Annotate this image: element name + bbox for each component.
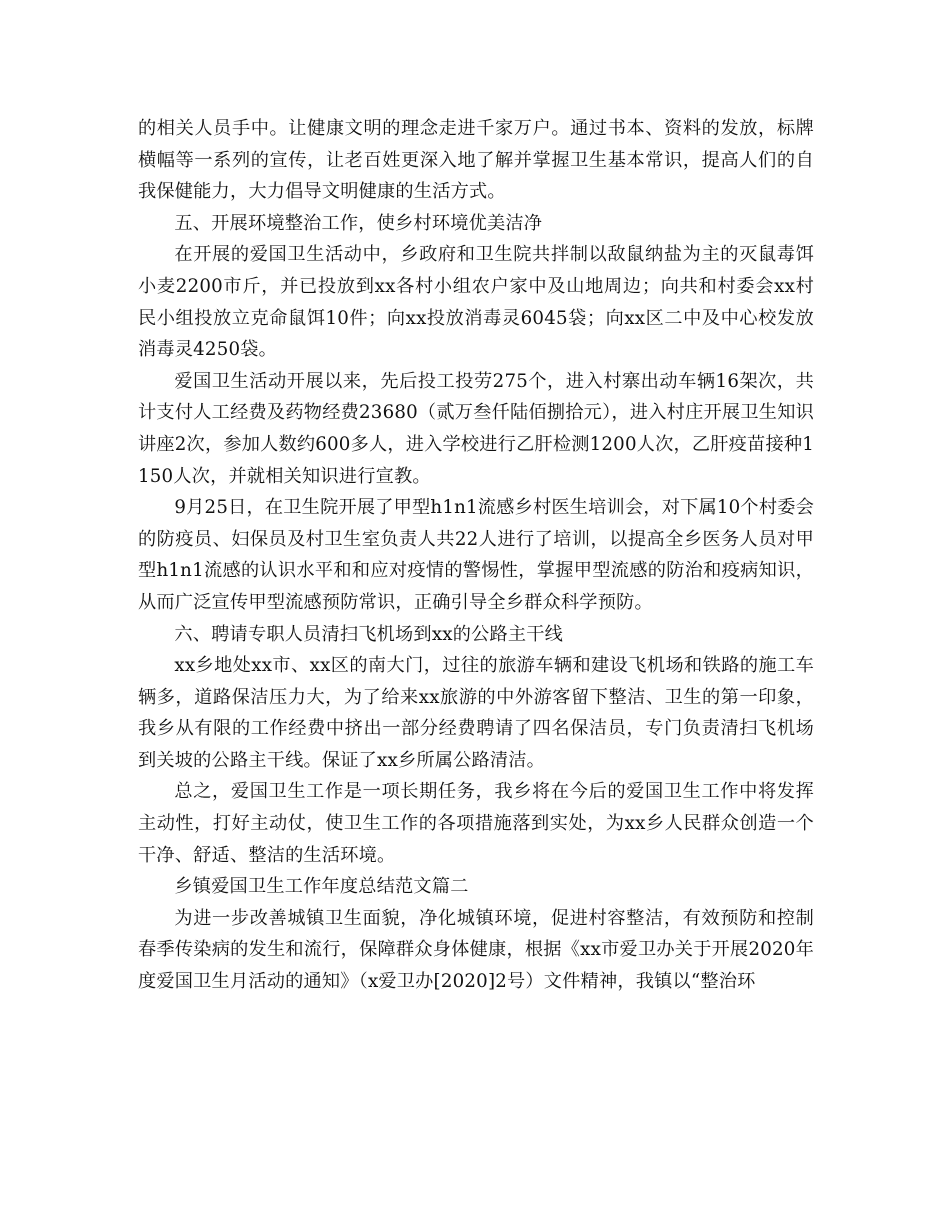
- section-heading: 六、聘请专职人员清扫飞机场到xx的公路主干线: [174, 623, 564, 645]
- section-heading: 五、开展环境整治工作，使乡村环境优美洁净: [174, 212, 543, 234]
- body-paragraph: 爱国卫生活动开展以来，先后投工投劳275个，进入村寨出动车辆16架次，共计支付人工经费及药物经费23680（贰万叁仟陆佰捌拾元），进入村庄开展卫生知识讲座2次，参加人数约600多人，进入学校进行乙肝检测1200人次，乙肝疫苗接种1150人次，并就相关知识进行宣教。: [138, 370, 814, 487]
- body-paragraph: 在开展的爱国卫生活动中，乡政府和卫生院共拌制以敌鼠纳盐为主的灭鼠毒饵小麦2200市斤，并已投放到xx各村小组农户家中及山地周边；向共和村委会xx村民小组投放立克命鼠饵10件；向xx投放消毒灵6045袋；向xx区二中及中心校发放消毒灵4250袋。: [138, 244, 814, 361]
- body-paragraph: xx乡地处xx市、xx区的南大门，过往的旅游车辆和建设飞机场和铁路的施工车辆多，道路保洁压力大，为了给来xx旅游的中外游客留下整洁、卫生的第一印象，我乡从有限的工作经费中挤出一部分经费聘请了四名保洁员，专门负责清扫飞机场到关坡的公路主干线。保证了xx乡所属公路清洁。: [138, 655, 814, 771]
- body-paragraph: 总之，爱国卫生工作是一项长期任务，我乡将在今后的爱国卫生工作中将发挥主动性，打好主动仗，使卫生工作的各项措施落到实处，为xx乡人民群众创造一个干净、舒适、整洁的生活环境。: [138, 781, 814, 866]
- article-title: 乡镇爱国卫生工作年度总结范文篇二: [174, 876, 469, 898]
- body-paragraph: 为进一步改善城镇卫生面貌，净化城镇环境，促进村容整洁，有效预防和控制春季传染病的发生和流行，保障群众身体健康，根据《xx市爱卫办关于开展2020年度爱国卫生月活动的通知》（x爱卫办[2020]2号）文件精神，我镇以“整治环: [138, 907, 814, 993]
- body-paragraph: 9月25日，在卫生院开展了甲型h1n1流感乡村医生培训会，对下属10个村委会的防疫员、妇保员及村卫生室负责人共22人进行了培训，以提高全乡医务人员对甲型h1n1流感的认识水平和和应对疫情的警惕性，掌握甲型流感的防治和疫病知识，从而广泛宣传甲型流感预防常识，正确引导全乡群众科学预防。: [138, 497, 814, 613]
- document-page: [138, 113, 814, 998]
- body-paragraph: 的相关人员手中。让健康文明的理念走进千家万户。通过书本、资料的发放，标牌横幅等一系列的宣传，让老百姓更深入地了解并掌握卫生基本常识，提高人们的自我保健能力，大力倡导文明健康的生活方式。: [138, 118, 814, 203]
